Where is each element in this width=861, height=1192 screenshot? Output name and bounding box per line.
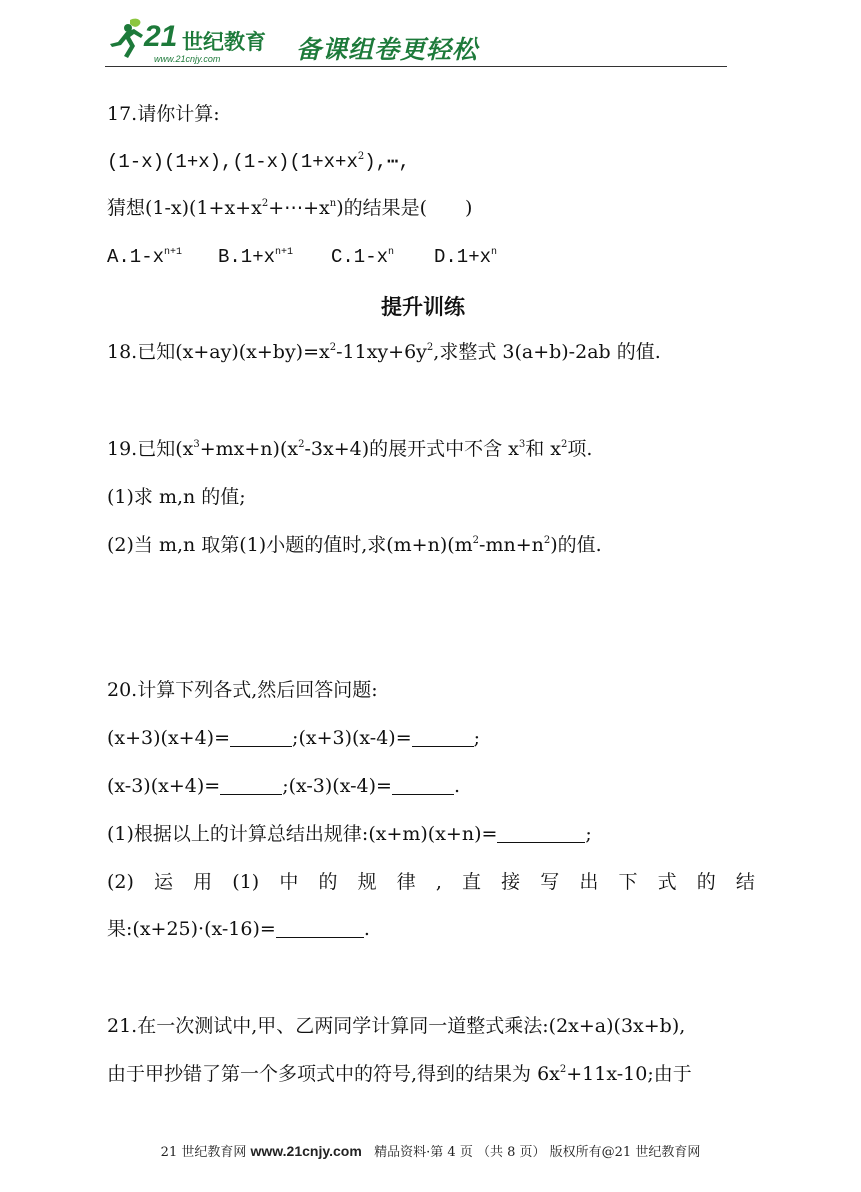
q17-line2: $(1-x)(1+x),(1-x)(1+x+x^2),\cdots$, [107,151,410,173]
answer-blank [497,824,585,843]
q17-stem: 17.请你计算: [107,103,220,125]
logo-text: 世纪教育 [182,30,266,54]
section-title: 提升训练 [381,295,465,319]
q19-part1: (1)求 m,n 的值; [107,486,246,508]
q19-stem: 19.已知$(x^3+mx+n)(x^2-3x+4)$的展开式中不含 $x^3$和 $x^2$项. [107,438,593,460]
header-logo [108,16,293,66]
page-footer [0,1141,861,1160]
q20-part1: (1)根据以上的计算总结出规律:(x+m)(x+n)= ; [107,823,592,845]
q20-row2: (x-3)(x+4)= ;(x-3)(x-4)= . [107,775,460,797]
q20-part2-line1: (2) 运 用 (1) 中 的 规 律 , 直 接 写 出 下 式 的 结 [107,871,755,893]
q17-option-c: $C.1-x^n$ [331,246,395,268]
q17-option-d: $D.1+x^n$ [434,246,498,268]
q19-part2: (2)当 m,n 取第(1)小题的值时,求$(m+n)(m^2-mn+n^2)$的值. [107,534,602,556]
q18-stem: 18.已知$(x+ay)(x+by)=x^2-11xy+6y^2$,求整式 3(a+b)-2ab 的值. [107,341,661,363]
q17-option-a: $A.1-x^{n+1}$ [107,246,183,268]
footer-url[interactable]: www.21cnjy.com [250,1143,362,1159]
q17-option-b: $B.1+x^{n+1}$ [218,246,294,268]
header-slogan: 备课组卷更轻松 [296,35,479,64]
header-divider [105,66,727,67]
answer-blank [412,728,474,747]
footer-site: 21 世纪教育网 [160,1145,247,1160]
runner-logo-icon [108,16,148,60]
answer-blank [220,776,282,795]
q21-line2: 由于甲抄错了第一个多项式中的符号,得到的结果为 $6x^2+11x-10$;由于 [107,1063,692,1085]
answer-blank [392,776,454,795]
answer-blank [276,919,364,938]
q17-line3: 猜想$(1-x)(1+x+x^2+\cdots+x^n)$的结果是( ) [107,197,473,219]
q21-line1: 21.在一次测试中,甲、乙两同学计算同一道整式乘法:(2x+a)(3x+b), [107,1015,686,1037]
answer-blank [230,728,292,747]
logo-number: 21 [144,20,178,53]
q20-stem: 20.计算下列各式,然后回答问题: [107,679,378,701]
q20-row1: (x+3)(x+4)= ;(x+3)(x-4)= ; [107,727,481,749]
logo-url: www.21cnjy.com [154,54,221,64]
q20-part2-line2: 果:(x+25)·(x-16)= . [107,918,370,940]
footer-info: 精品资料·第 4 页 （共 8 页） 版权所有@21 世纪教育网 [374,1145,701,1160]
